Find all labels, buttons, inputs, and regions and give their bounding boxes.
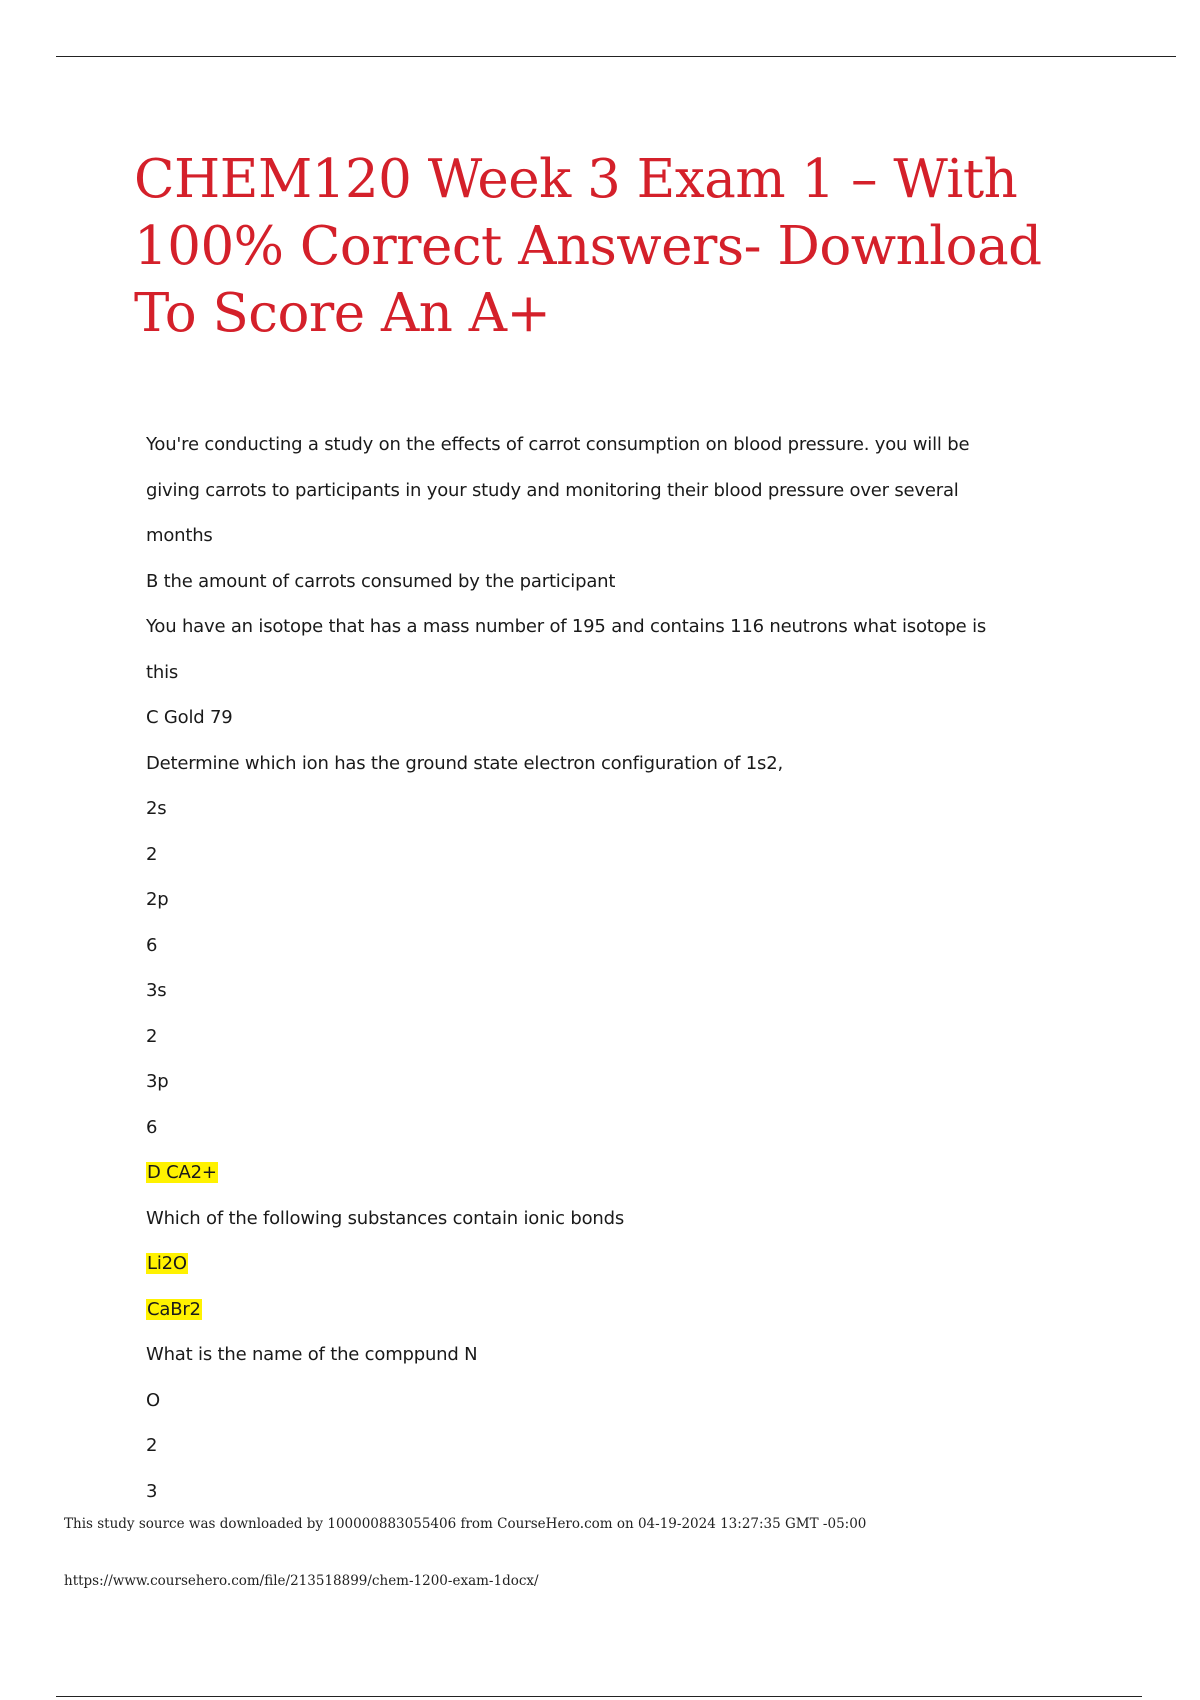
formula-fragment: O [146, 1390, 160, 1411]
question-text: You have an isotope that has a mass number of 195 and contains 116 neutrons what isotope is [146, 616, 987, 637]
formula-fragment: 3 [146, 1481, 158, 1502]
config-fragment: 2 [146, 844, 158, 865]
highlighted-answer-text: Li2O [147, 1253, 187, 1274]
answer-text: C Gold 79 [146, 707, 233, 728]
source-url: https://www.coursehero.com/file/213518899/chem-1200-exam-1docx/ [64, 1573, 539, 1589]
config-fragment: 6 [146, 935, 158, 956]
highlighted-answer [146, 1252, 188, 1276]
document-title: CHEM120 Week 3 Exam 1 – With 100% Correct Answers- Download To Score An A+ [134, 149, 1042, 344]
config-fragment: 3p [146, 1071, 169, 1092]
question-text: giving carrots to participants in your study and monitoring their blood pressure over several [146, 480, 959, 501]
question-text: Determine which ion has the ground state electron configuration of 1s2, [146, 753, 783, 774]
config-fragment: 2s [146, 798, 167, 819]
config-fragment: 2p [146, 889, 169, 910]
highlighted-answer [146, 1161, 218, 1185]
question-text: You're conducting a study on the effects of carrot consumption on blood pressure. you will be [146, 434, 970, 455]
top-rule [56, 56, 1176, 57]
config-fragment: 2 [146, 1026, 158, 1047]
config-fragment: 6 [146, 1117, 158, 1138]
answer-text: B the amount of carrots consumed by the participant [146, 571, 616, 592]
config-fragment: 3s [146, 980, 167, 1001]
question-text: Which of the following substances contain ionic bonds [146, 1208, 624, 1229]
question-text: What is the name of the comppund N [146, 1344, 478, 1365]
question-text: this [146, 662, 179, 683]
formula-fragment: 2 [146, 1435, 158, 1456]
highlighted-answer [146, 1298, 202, 1322]
highlighted-answer-text: D CA2+ [147, 1162, 217, 1183]
highlighted-answer-text: CaBr2 [147, 1299, 201, 1320]
download-notice: This study source was downloaded by 100000883055406 from CourseHero.com on 04-19-2024 13:27:35 GMT -05:00 [64, 1516, 867, 1532]
question-text: months [146, 525, 213, 546]
bottom-rule [56, 1696, 1142, 1697]
